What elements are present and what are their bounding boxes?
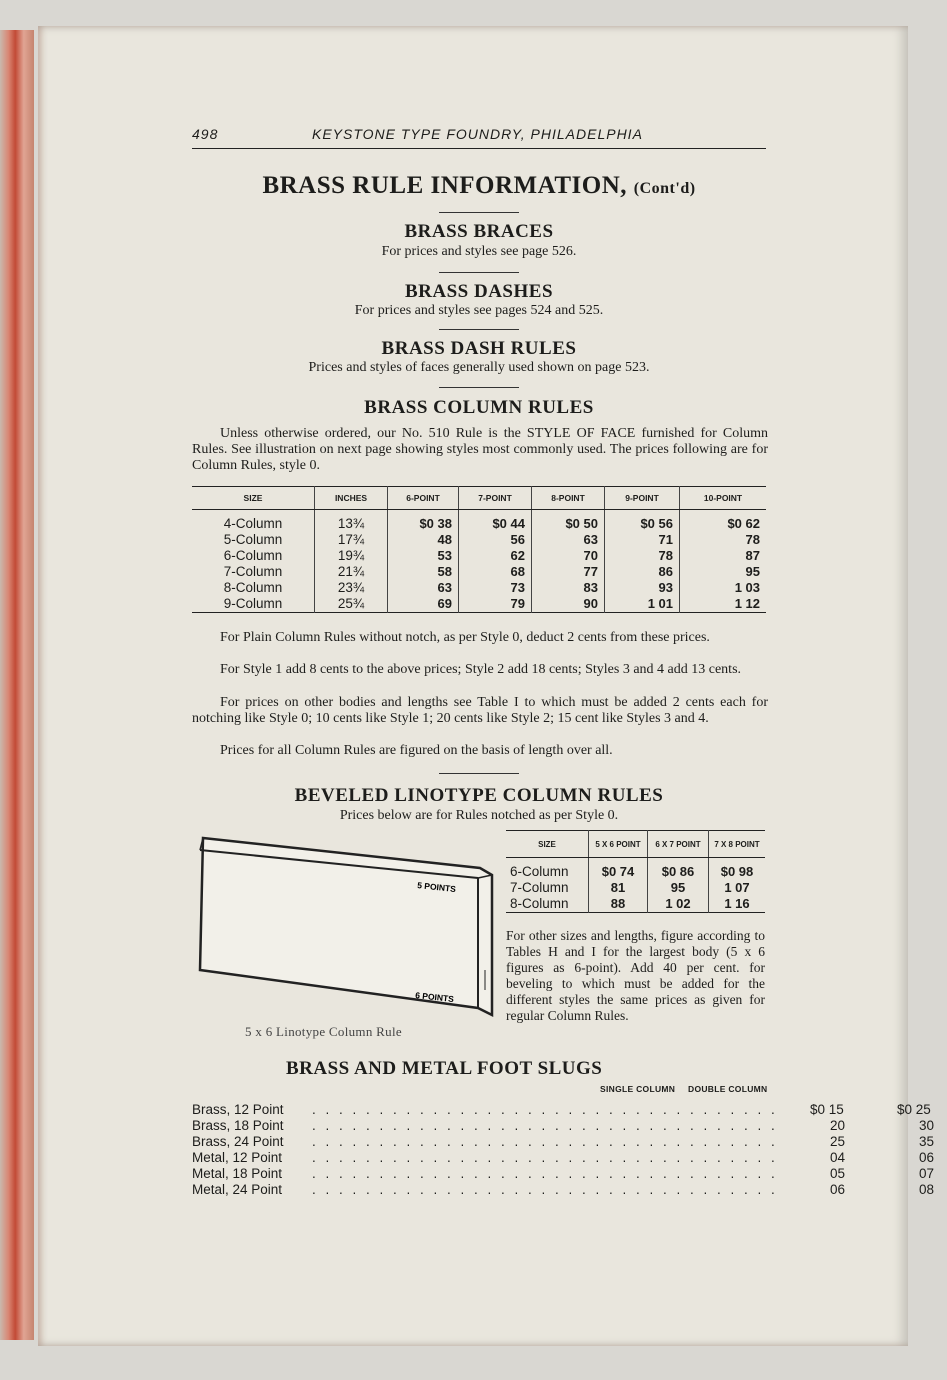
price-cell: 93 bbox=[605, 580, 680, 596]
price-cell: 73 bbox=[459, 580, 532, 596]
price-cell: 1 01 bbox=[605, 596, 680, 613]
table-row bbox=[192, 548, 766, 564]
beveled-heading: BEVELED LINOTYPE COLUMN RULES bbox=[294, 785, 664, 806]
inches-cell: 23¾ bbox=[315, 580, 388, 596]
page-title-main: BRASS RULE INFORMATION, bbox=[262, 172, 628, 199]
table-header-row bbox=[506, 831, 765, 858]
column-header: 6-POINT bbox=[388, 487, 459, 510]
braces-text: For prices and styles see page 526. bbox=[381, 244, 577, 259]
single-price: 20 bbox=[830, 1118, 846, 1133]
slugs-heading: BRASS AND METAL FOOT SLUGS bbox=[286, 1058, 603, 1079]
size-cell: 6-Column bbox=[510, 864, 569, 879]
price-cell: $0 98 bbox=[709, 858, 766, 881]
illustration-caption: 5 x 6 Linotype Column Rule bbox=[245, 1024, 402, 1039]
double-price: 08 bbox=[919, 1182, 935, 1197]
price-cell: 56 bbox=[459, 532, 532, 548]
table-header-row bbox=[192, 487, 766, 510]
slug-row bbox=[192, 1118, 935, 1134]
leader-dots: . . . . . . . . . . . . . . . . . . . . . . . . . . . . . . . . . . . bbox=[312, 1134, 778, 1149]
price-cell: $0 44 bbox=[459, 510, 532, 533]
price-cell: 58 bbox=[388, 564, 459, 580]
single-price: 05 bbox=[830, 1166, 846, 1181]
slug-row bbox=[192, 1182, 935, 1198]
slug-row bbox=[192, 1166, 935, 1182]
beveled-table bbox=[506, 830, 765, 913]
beveled-note: For other sizes and lengths, figure according to Tables H and I for the largest body (5 x 6 figures as 6-point). Add 40 per cent. for beveling to which must be added for the different styles the same prices as given for regular Column Rules. bbox=[506, 928, 765, 1023]
size-cell: 7-Column bbox=[223, 564, 283, 579]
slug-row bbox=[192, 1134, 935, 1150]
price-cell: 71 bbox=[605, 532, 680, 548]
running-header bbox=[192, 126, 766, 149]
page-title bbox=[192, 172, 766, 200]
double-price: 06 bbox=[919, 1150, 935, 1165]
price-cell: 78 bbox=[605, 548, 680, 564]
price-cell: $0 56 bbox=[605, 510, 680, 533]
points-label-bottom: 6 POINTS bbox=[414, 990, 455, 1005]
slug-label: Brass, 18 Point bbox=[192, 1118, 284, 1133]
inches-cell: 25¾ bbox=[315, 596, 388, 613]
price-cell: 90 bbox=[532, 596, 605, 613]
column-header: 5 X 6 POINT bbox=[589, 831, 648, 858]
price-cell: 88 bbox=[589, 896, 648, 913]
dashes-text: For prices and styles see pages 524 and 525. bbox=[354, 303, 604, 318]
slug-row bbox=[192, 1102, 931, 1118]
column-header: 7 X 8 POINT bbox=[709, 831, 766, 858]
column-header: INCHES bbox=[315, 487, 388, 510]
inches-cell: 17¾ bbox=[315, 532, 388, 548]
price-cell: 79 bbox=[459, 596, 532, 613]
size-cell: 4-Column bbox=[223, 516, 283, 531]
price-cell: 95 bbox=[648, 880, 709, 896]
running-title: KEYSTONE TYPE FOUNDRY, PHILADELPHIA bbox=[312, 126, 643, 142]
inches-cell: 19¾ bbox=[315, 548, 388, 564]
price-cell: 62 bbox=[459, 548, 532, 564]
table-row bbox=[506, 896, 765, 913]
braces-heading: BRASS BRACES bbox=[404, 221, 554, 242]
price-cell: 86 bbox=[605, 564, 680, 580]
price-cell: 83 bbox=[532, 580, 605, 596]
column-rules-note-3: For prices on other bodies and lengths see Table I to which must be added 2 cents each for notching like Style 0; 10 cents like Style 1; 20 cents like Style 2; 15 cent like Styles 3 and 4. bbox=[192, 695, 768, 726]
price-cell: 81 bbox=[589, 880, 648, 896]
price-cell: 1 02 bbox=[648, 896, 709, 913]
price-cell: 63 bbox=[388, 580, 459, 596]
dashes-heading: BRASS DASHES bbox=[404, 281, 554, 302]
price-cell: 53 bbox=[388, 548, 459, 564]
column-rules-note-4: Prices for all Column Rules are figured on the basis of length over all. bbox=[220, 743, 613, 758]
slug-row bbox=[192, 1150, 935, 1166]
single-price: 25 bbox=[830, 1134, 846, 1149]
double-price: $0 25 bbox=[897, 1102, 931, 1117]
dash-rules-text: Prices and styles of faces generally used shown on page 523. bbox=[308, 360, 650, 375]
inches-cell: 21¾ bbox=[315, 564, 388, 580]
price-cell: 87 bbox=[680, 548, 767, 564]
leader-dots: . . . . . . . . . . . . . . . . . . . . . . . . . . . . . . . . . . . bbox=[312, 1182, 778, 1197]
price-cell: $0 38 bbox=[388, 510, 459, 533]
section-divider bbox=[439, 329, 519, 330]
section-divider bbox=[439, 212, 519, 213]
column-header: SIZE bbox=[192, 487, 315, 510]
book-spine-edge bbox=[0, 30, 34, 1340]
price-cell: 78 bbox=[680, 532, 767, 548]
column-header: 8-POINT bbox=[532, 487, 605, 510]
section-divider bbox=[439, 773, 519, 774]
table-row bbox=[192, 532, 766, 548]
column-rules-note-1: For Plain Column Rules without notch, as per Style 0, deduct 2 cents from these prices. bbox=[220, 630, 710, 645]
size-cell: 8-Column bbox=[510, 896, 569, 911]
price-cell: 1 12 bbox=[680, 596, 767, 613]
single-price: 04 bbox=[830, 1150, 846, 1165]
price-cell: 68 bbox=[459, 564, 532, 580]
table-row bbox=[192, 510, 766, 533]
points-label-top: 5 POINTS bbox=[416, 880, 457, 895]
price-cell: 70 bbox=[532, 548, 605, 564]
leader-dots: . . . . . . . . . . . . . . . . . . . . . . . . . . . . . . . . . . . bbox=[312, 1166, 778, 1181]
price-cell: 1 07 bbox=[709, 880, 766, 896]
price-cell: 63 bbox=[532, 532, 605, 548]
size-cell: 9-Column bbox=[223, 596, 283, 611]
inches-cell: 13¾ bbox=[315, 510, 388, 533]
linotype-rule-illustration bbox=[195, 830, 500, 1025]
slug-label: Metal, 12 Point bbox=[192, 1150, 283, 1165]
column-header: SIZE bbox=[506, 831, 589, 858]
price-cell: 69 bbox=[388, 596, 459, 613]
price-cell: 1 03 bbox=[680, 580, 767, 596]
column-header: 6 X 7 POINT bbox=[648, 831, 709, 858]
price-cell: $0 62 bbox=[680, 510, 767, 533]
price-cell: $0 74 bbox=[589, 858, 648, 881]
table-row bbox=[506, 880, 765, 896]
column-rules-note-2: For Style 1 add 8 cents to the above prices; Style 2 add 18 cents; Styles 3 and 4 add 13 cents. bbox=[220, 662, 742, 677]
table-row bbox=[506, 858, 765, 881]
section-divider bbox=[439, 272, 519, 273]
single-column-header: SINGLE COLUMN bbox=[600, 1084, 676, 1094]
price-cell: $0 50 bbox=[532, 510, 605, 533]
price-cell: 1 16 bbox=[709, 896, 766, 913]
table-row bbox=[192, 596, 766, 613]
double-column-header: DOUBLE COLUMN bbox=[688, 1084, 768, 1094]
page-title-contd: (Cont'd) bbox=[633, 180, 696, 197]
beveled-sub: Prices below are for Rules notched as per Style 0. bbox=[339, 808, 619, 823]
double-price: 07 bbox=[919, 1166, 935, 1181]
column-header: 7-POINT bbox=[459, 487, 532, 510]
slug-label: Brass, 12 Point bbox=[192, 1102, 284, 1117]
size-cell: 5-Column bbox=[223, 532, 283, 547]
double-price: 30 bbox=[919, 1118, 935, 1133]
column-rules-table bbox=[192, 486, 766, 613]
column-header: 9-POINT bbox=[605, 487, 680, 510]
dash-rules-heading: BRASS DASH RULES bbox=[381, 338, 577, 359]
single-price: $0 15 bbox=[810, 1102, 844, 1117]
price-cell: 77 bbox=[532, 564, 605, 580]
slug-label: Metal, 18 Point bbox=[192, 1166, 283, 1181]
leader-dots: . . . . . . . . . . . . . . . . . . . . . . . . . . . . . . . . . . . bbox=[312, 1102, 778, 1117]
slug-label: Brass, 24 Point bbox=[192, 1134, 284, 1149]
price-cell: 95 bbox=[680, 564, 767, 580]
column-rules-intro: Unless otherwise ordered, our No. 510 Rule is the STYLE OF FACE furnished for Column Rules. See illustration on next page showing styles most commonly used. The prices following are for Column Rules, style 0. bbox=[192, 426, 768, 473]
page-number: 498 bbox=[192, 126, 219, 142]
double-price: 35 bbox=[919, 1134, 935, 1149]
price-cell: 48 bbox=[388, 532, 459, 548]
size-cell: 6-Column bbox=[223, 548, 283, 563]
table-row bbox=[192, 564, 766, 580]
section-divider bbox=[439, 387, 519, 388]
leader-dots: . . . . . . . . . . . . . . . . . . . . . . . . . . . . . . . . . . . bbox=[312, 1150, 778, 1165]
column-header: 10-POINT bbox=[680, 487, 767, 510]
leader-dots: . . . . . . . . . . . . . . . . . . . . . . . . . . . . . . . . . . . bbox=[312, 1118, 778, 1133]
price-cell: $0 86 bbox=[648, 858, 709, 881]
single-price: 06 bbox=[830, 1182, 846, 1197]
size-cell: 7-Column bbox=[510, 880, 569, 895]
slug-label: Metal, 24 Point bbox=[192, 1182, 283, 1197]
column-rules-heading: BRASS COLUMN RULES bbox=[364, 397, 594, 418]
size-cell: 8-Column bbox=[223, 580, 283, 595]
table-row bbox=[192, 580, 766, 596]
